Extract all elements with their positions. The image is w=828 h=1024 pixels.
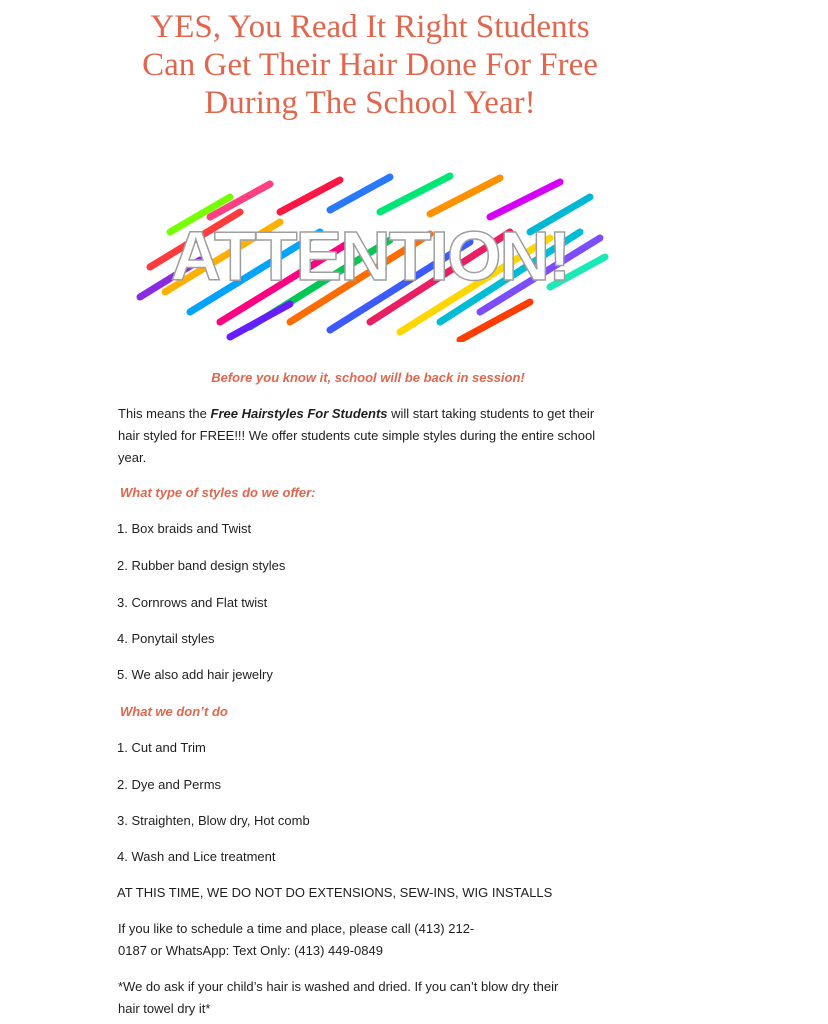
- offer-item: 2. Rubber band design styles: [117, 558, 286, 573]
- dont-item: 2. Dye and Perms: [117, 777, 222, 792]
- offer-item: 1. Box braids and Twist: [117, 521, 252, 536]
- headline-line-3: During The School Year!: [204, 85, 536, 121]
- lead-text: Before you know it, school will be back in session!: [211, 370, 525, 385]
- headline-line-2: Can Get Their Hair Done For Free: [142, 47, 598, 83]
- dont-item: 4. Wash and Lice treatment: [117, 849, 276, 864]
- attention-banner-image: [130, 172, 610, 342]
- dont-heading: What we don’t do: [120, 704, 228, 719]
- notice-text: AT THIS TIME, WE DO NOT DO EXTENSIONS, SEW-INS, WIG INSTALLS: [117, 885, 553, 900]
- offer-item: 3. Cornrows and Flat twist: [117, 595, 268, 610]
- dont-item: 3. Straighten, Blow dry, Hot comb: [117, 813, 310, 828]
- headline-line-1: YES, You Read It Right Students: [150, 9, 590, 45]
- program-name: Free Hairstyles For Students: [210, 406, 388, 421]
- dont-item: 1. Cut and Trim: [117, 740, 206, 755]
- offer-item: 4. Ponytail styles: [117, 631, 215, 646]
- intro-paragraph: This means the Free Hairstyles For Students will start taking students to get their hair styled for FREE!!! We offer students cute simple styles during the entire school year.: [118, 406, 596, 465]
- attention-word: ATTENTION!: [170, 217, 570, 295]
- offer-heading: What type of styles do we offer:: [120, 485, 316, 500]
- page-headline: [110, 8, 630, 122]
- offer-item: 5. We also add hair jewelry: [117, 667, 273, 682]
- note-paragraph: *We do ask if your child’s hair is washed and dried. If you can’t blow dry their hair towel dry it*: [118, 979, 559, 1016]
- contact-paragraph: If you like to schedule a time and place, please call (413) 212- 0187 or WhatsApp: Text Only: (413) 449-0849: [118, 921, 475, 958]
